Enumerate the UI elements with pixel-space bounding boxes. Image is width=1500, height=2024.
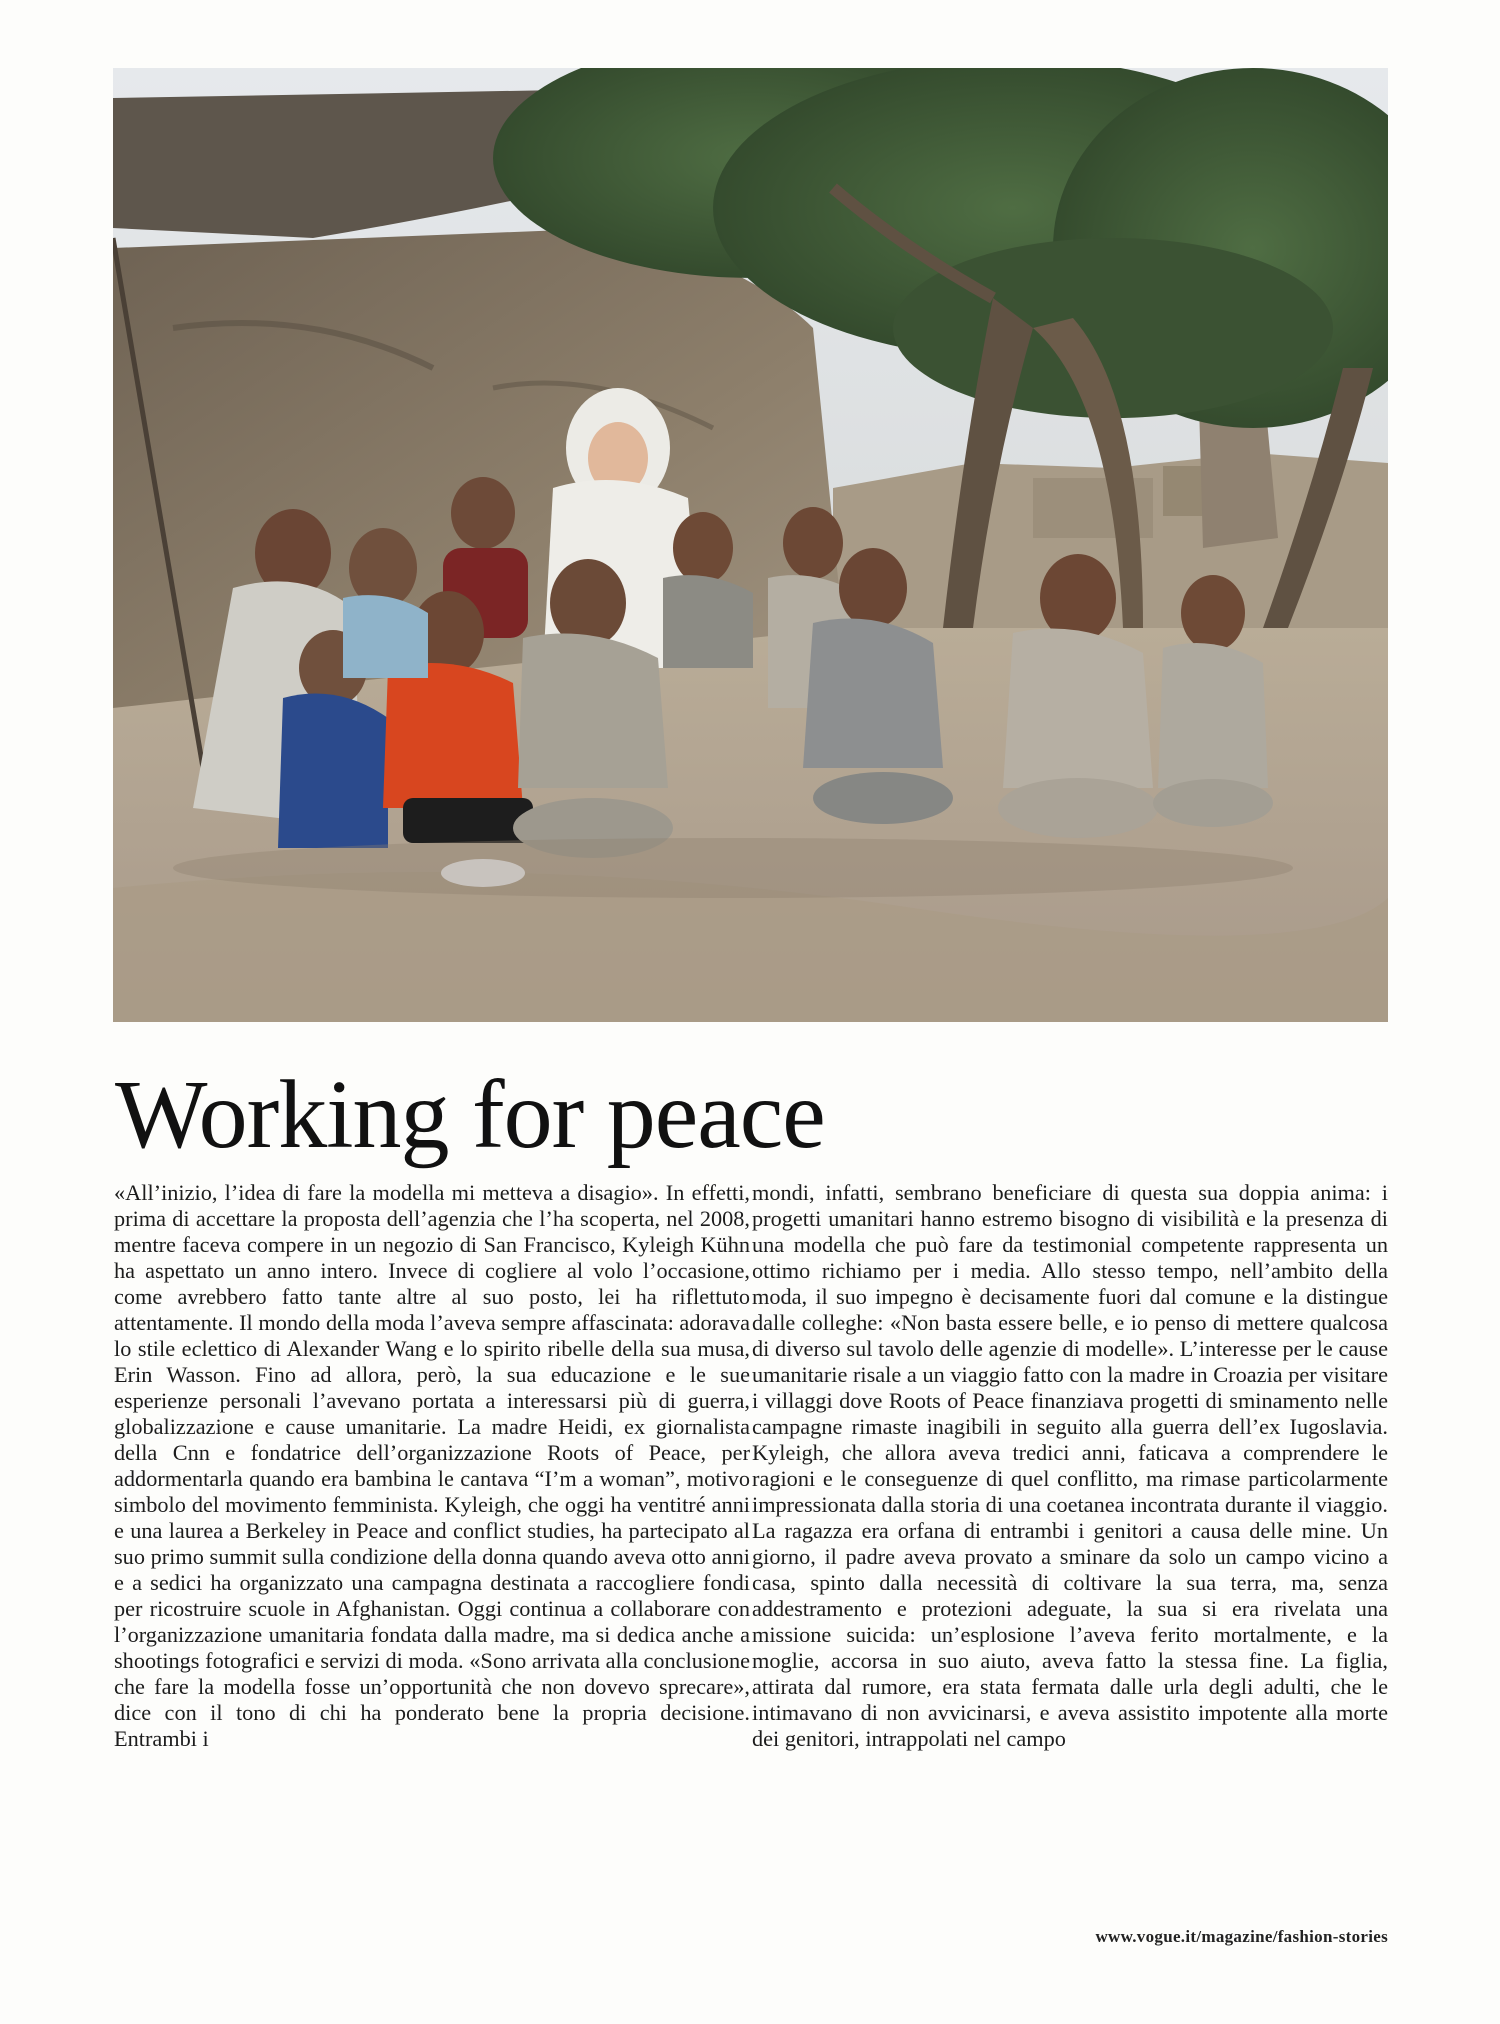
article-paragraph-left: «All’inizio, l’idea di fare la modella mi metteva a disagio». In effetti, prima di accettare la proposta dell’agenzia che l’ha scoperta, nel 2008, mentre faceva compere in un negozio di San Francisco, Kyleigh Kühn ha aspettato un anno intero. Invece di cogliere al volo l’occasione, come avrebbero fatto tante altre al suo posto, lei ha riflettuto attentamente. Il mondo della moda l’aveva sempre affascinata: adorava lo stile eclettico di Alexander Wang e lo spirito ribelle della sua musa, Erin Wasson. Fino ad allora, però, la sua educazione e le sue esperienze personali l’avevano portata a interessarsi più di guerra, globalizzazione e cause umanitarie. La madre Heidi, ex giornalista della Cnn e fondatrice dell’organizzazione Roots of Peace, per addormentarla quando era bambina le cantava “I’m a woman”, motivo simbolo del movimento femminista. Kyleigh, che oggi ha ventitré anni e una laurea a Berkeley in Peace and conflict studies, ha partecipato al suo primo summit sulla condizione della donna quando aveva otto anni e a sedici ha organizzato una campagna destinata a raccogliere fondi per ricostruire scuole in Afghanistan. Oggi continua a collaborare con l’organizzazione umanitaria fondata dalla madre, ma si dedica anche a shootings fotografici e servizi di moda. «Sono arrivata alla conclusione che fare la modella fosse un’opportunità che non dovevo sprecare», dice con il tono di chi ha ponderato bene la propria decisione. Entrambi i: [114, 1180, 750, 1751]
article-column-right: [752, 1180, 1388, 1752]
article-photo: [113, 68, 1388, 1022]
article-paragraph-right: mondi, infatti, sembrano beneficiare di questa sua doppia anima: i progetti umanitari hanno estremo bisogno di visibilità e la presenza di una modella che può fare da testimonial competente rappresenta un ottimo richiamo per i media. Allo stesso tempo, nell’ambito della moda, il suo impegno è decisamente fuori dal comune e la distingue dalle colleghe: «Non basta essere belle, e io penso di mettere qualcosa di diverso sul tavolo delle agenzie di modelle». L’interesse per le cause umanitarie risale a un viaggio fatto con la madre in Croazia per visitare i villaggi dove Roots of Peace finanziava progetti di sminamento nelle campagne rimaste inagibili in seguito alla guerra dell’ex Iugoslavia. Kyleigh, che allora aveva tredici anni, faticava a comprendere le ragioni e le conseguenze di quel conflitto, ma rimase particolarmente impressionata dalla storia di una coetanea incontrata durante il viaggio. La ragazza era orfana di entrambi i genitori a causa delle mine. Un giorno, il padre aveva provato a sminare da solo un campo vicino a casa, spinto dalla necessità di coltivare la sua terra, ma, senza addestramento e protezioni adeguate, la sua si era rivelata una missione suicida: un’esplosione l’aveva ferito mortalmente, e la moglie, accorsa in suo aiuto, aveva fatto la stessa fine. La figlia, attirata dal rumore, era stata fermata dalle urla degli adulti, che le intimavano di non avvicinarsi, e aveva assistito impotente alla morte dei genitori, intrappolati nel campo: [752, 1180, 1388, 1751]
orange-shirt: [383, 663, 523, 808]
photo-scene: [113, 68, 1388, 1022]
article-headline: Working for peace: [115, 1061, 825, 1169]
article-column-left: [114, 1180, 750, 1752]
footer-url[interactable]: www.vogue.it/magazine/fashion-stories: [1095, 1927, 1388, 1946]
